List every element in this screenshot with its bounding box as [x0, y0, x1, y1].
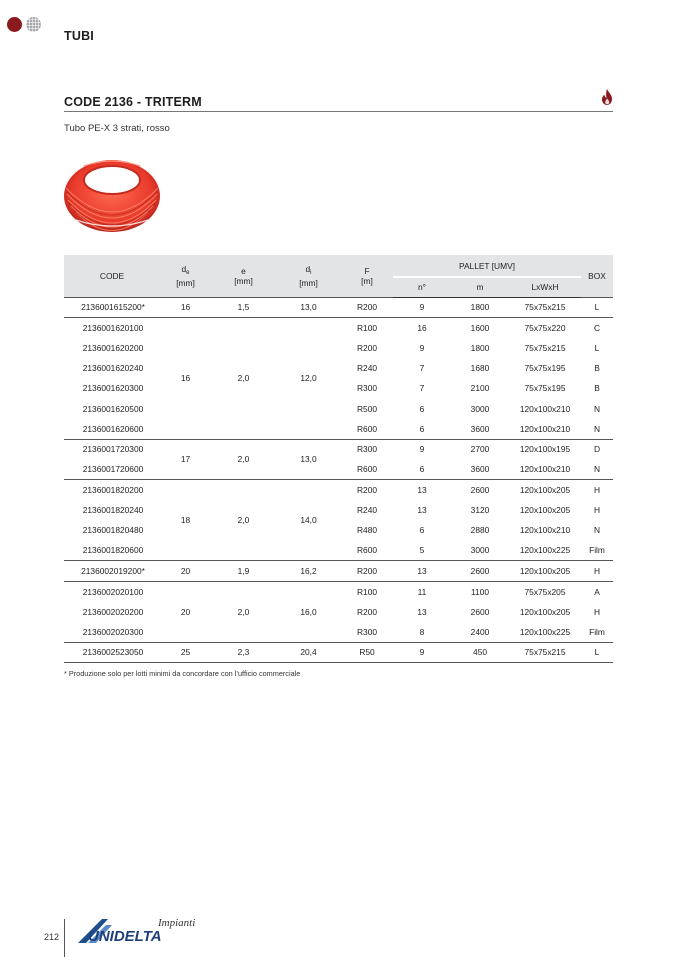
cell-n: 11 — [393, 581, 451, 601]
product-code-title: CODE 2136 - TRITERM — [64, 95, 202, 109]
cell-f: R600 — [356, 423, 378, 434]
cell-f: R500 — [356, 403, 378, 414]
cell-de: 20 — [160, 581, 211, 642]
cell-f: R240 — [356, 363, 378, 374]
cell-box: N — [593, 525, 601, 536]
cell-box: N — [593, 423, 601, 434]
cell-code: 2136001620240 — [82, 363, 144, 374]
cell-lxwxh: 75x75x195 — [524, 383, 566, 394]
cell-de: 18 — [160, 480, 211, 561]
cell-lxwxh: 120x100x210 — [519, 525, 571, 536]
cell-code: 2136002020200 — [82, 606, 144, 617]
table-row — [64, 297, 613, 317]
cell-n: 9 — [393, 439, 451, 459]
cell-f: R600 — [356, 464, 378, 475]
cell-di: 13,0 — [276, 439, 341, 480]
cell-lxwxh: 120x100x210 — [519, 464, 571, 475]
col-header-m: m — [451, 277, 509, 297]
cell-di: 20,4 — [276, 642, 341, 662]
cell-m: 3120 — [470, 505, 490, 516]
cell-box: H — [581, 480, 613, 500]
cell-f: R200 — [341, 480, 393, 500]
grey-dot-icon — [26, 17, 41, 32]
cell-de: 20 — [160, 561, 211, 581]
cell-m: 2880 — [470, 525, 490, 536]
table-row — [64, 480, 613, 500]
cell-de: 16 — [160, 297, 211, 317]
cell-code: 2136002020100 — [64, 581, 160, 601]
cell-code: 2136001820600 — [82, 545, 144, 556]
col-header-code: CODE — [64, 255, 160, 297]
cell-m: 3600 — [470, 423, 490, 434]
cell-f: R200 — [356, 342, 378, 353]
table-row — [64, 581, 613, 601]
cell-n: 13 — [393, 561, 451, 581]
cell-f: R300 — [356, 626, 378, 637]
cell-n: 6 — [419, 464, 425, 475]
cell-code: 2136001820480 — [82, 525, 144, 536]
cell-box: B — [594, 363, 600, 374]
cell-m: 1800 — [470, 342, 490, 353]
cell-lxwxh: 120x100x205 — [519, 606, 571, 617]
cell-di: 12,0 — [276, 317, 341, 439]
cell-code: 2136001720300 — [64, 439, 160, 459]
cell-de: 25 — [160, 642, 211, 662]
cell-lxwxh: 120x100x205 — [519, 505, 571, 516]
cell-m: 2400 — [470, 626, 490, 637]
cell-lxwxh: 75x75x215 — [509, 297, 581, 317]
cell-box: A — [581, 581, 613, 601]
cell-n: 9 — [419, 342, 425, 353]
cell-lxwxh: 120x100x210 — [519, 403, 571, 414]
cell-n: 13 — [417, 505, 427, 516]
cell-lxwxh: 120x100x195 — [509, 439, 581, 459]
cell-di: 14,0 — [276, 480, 341, 561]
cell-f: R50 — [341, 642, 393, 662]
cell-box: N — [593, 403, 601, 414]
logo-script-text: Impianti — [158, 917, 196, 929]
cell-box: L — [581, 297, 613, 317]
table-row — [64, 642, 613, 662]
cell-lxwxh: 120x100x205 — [509, 480, 581, 500]
cell-e: 1,5 — [211, 297, 276, 317]
col-header-lxwxh: LxWxH — [509, 277, 581, 297]
cell-code: 2136001820200 — [64, 480, 160, 500]
cell-e: 2,0 — [211, 439, 276, 480]
page-rule — [64, 919, 65, 957]
cell-n: 13 — [393, 480, 451, 500]
cell-f: R300 — [356, 383, 378, 394]
cell-code: 2136001720600 — [82, 464, 144, 475]
cell-n: 6 — [419, 525, 425, 536]
cell-f: R200 — [341, 561, 393, 581]
cell-f: R240 — [356, 505, 378, 516]
cell-n: 7 — [419, 363, 425, 374]
col-header-pallet: PALLET [UMV] — [393, 255, 581, 277]
cell-code: 2136001620500 — [82, 403, 144, 414]
cell-box: H — [593, 606, 601, 617]
cell-f: R200 — [341, 297, 393, 317]
footnote: * Produzione solo per lotti minimi da concordare con l’ufficio commerciale — [64, 669, 301, 678]
cell-box: L — [594, 342, 600, 353]
cell-lxwxh: 75x75x215 — [524, 342, 566, 353]
cell-code: 2136001620300 — [82, 383, 144, 394]
cell-box: B — [594, 383, 600, 394]
cell-code: 2136001615200* — [64, 297, 160, 317]
cell-m: 2700 — [451, 439, 509, 459]
cell-n: 9 — [393, 642, 451, 662]
cell-lxwxh: 75x75x205 — [509, 581, 581, 601]
cell-code: 2136001820240 — [82, 505, 144, 516]
title-rule — [64, 111, 613, 112]
cell-f: R300 — [341, 439, 393, 459]
section-title: TUBI — [64, 29, 94, 43]
logo-brand-text: UNIDELTA — [88, 928, 162, 945]
cell-code: 2136002523050 — [64, 642, 160, 662]
cell-m: 1100 — [451, 581, 509, 601]
cell-box: H — [593, 505, 601, 516]
col-header-de: $d_e$ [mm] — [160, 255, 211, 297]
cell-box: D — [581, 439, 613, 459]
col-header-di: $d_i$ [mm] — [276, 255, 341, 297]
cell-m: 1680 — [470, 363, 490, 374]
cell-lxwxh: 120x100x210 — [519, 423, 571, 434]
page-number: 212 — [44, 932, 60, 942]
red-dot-icon — [7, 17, 22, 32]
table-row — [64, 439, 613, 459]
cell-box: N — [593, 464, 601, 475]
cell-n: 13 — [417, 606, 427, 617]
col-header-n: n° — [393, 277, 451, 297]
cell-n: 8 — [419, 626, 425, 637]
cell-m: 2600 — [470, 606, 490, 617]
cell-box: Film — [589, 545, 605, 556]
cell-code: 2136001620100 — [64, 317, 160, 337]
cell-m: 450 — [451, 642, 509, 662]
cell-m: 1600 — [451, 317, 509, 337]
cell-m: 2600 — [451, 480, 509, 500]
cell-m: 3000 — [470, 403, 490, 414]
cell-f: R100 — [341, 581, 393, 601]
cell-box: C — [581, 317, 613, 337]
cell-m: 2100 — [470, 383, 490, 394]
cell-di: 13,0 — [276, 297, 341, 317]
cell-lxwxh: 120x100x205 — [509, 561, 581, 581]
cell-m: 2600 — [451, 561, 509, 581]
cell-e: 2,0 — [211, 317, 276, 439]
cell-n: 16 — [393, 317, 451, 337]
cell-f: R600 — [356, 545, 378, 556]
cell-box: L — [581, 642, 613, 662]
cell-code: 2136001620200 — [82, 342, 144, 353]
spec-table — [64, 255, 613, 663]
cell-n: 9 — [393, 297, 451, 317]
cell-box: H — [581, 561, 613, 581]
cell-box: Film — [589, 626, 605, 637]
cell-lxwxh: 75x75x215 — [509, 642, 581, 662]
cell-de: 16 — [160, 317, 211, 439]
cell-code: 2136002019200* — [64, 561, 160, 581]
col-header-e: e [mm] — [211, 255, 276, 297]
section-dots-icon — [7, 17, 41, 32]
cell-e: 2,3 — [211, 642, 276, 662]
product-subtitle: Tubo PE-X 3 strati, rosso — [64, 123, 170, 134]
col-header-box: BOX — [581, 255, 613, 297]
cell-m: 3000 — [470, 545, 490, 556]
cell-e: 1,9 — [211, 561, 276, 581]
cell-e: 2,0 — [211, 480, 276, 561]
cell-lxwxh: 120x100x225 — [519, 545, 571, 556]
cell-n: 6 — [419, 403, 425, 414]
cell-de: 17 — [160, 439, 211, 480]
cell-m: 1800 — [451, 297, 509, 317]
cell-code: 2136001620600 — [82, 423, 144, 434]
cell-m: 3600 — [470, 464, 490, 475]
cell-di: 16,0 — [276, 581, 341, 642]
cell-n: 7 — [419, 383, 425, 394]
cell-lxwxh: 75x75x195 — [524, 363, 566, 374]
cell-f: R200 — [356, 606, 378, 617]
cell-e: 2,0 — [211, 581, 276, 642]
cell-code: 2136002020300 — [82, 626, 144, 637]
cell-n: 5 — [419, 545, 425, 556]
cell-lxwxh: 120x100x225 — [519, 626, 571, 637]
cell-f: R480 — [356, 525, 378, 536]
cell-di: 16,2 — [276, 561, 341, 581]
col-header-f: F [m] — [341, 255, 393, 297]
flame-icon — [600, 88, 614, 106]
cell-f: R100 — [341, 317, 393, 337]
table-row — [64, 561, 613, 581]
spec-table-body — [64, 297, 613, 662]
cell-lxwxh: 75x75x220 — [509, 317, 581, 337]
unidelta-logo — [72, 913, 212, 947]
cell-n: 6 — [419, 423, 425, 434]
table-row — [64, 317, 613, 337]
pipe-coil-image — [62, 150, 162, 234]
